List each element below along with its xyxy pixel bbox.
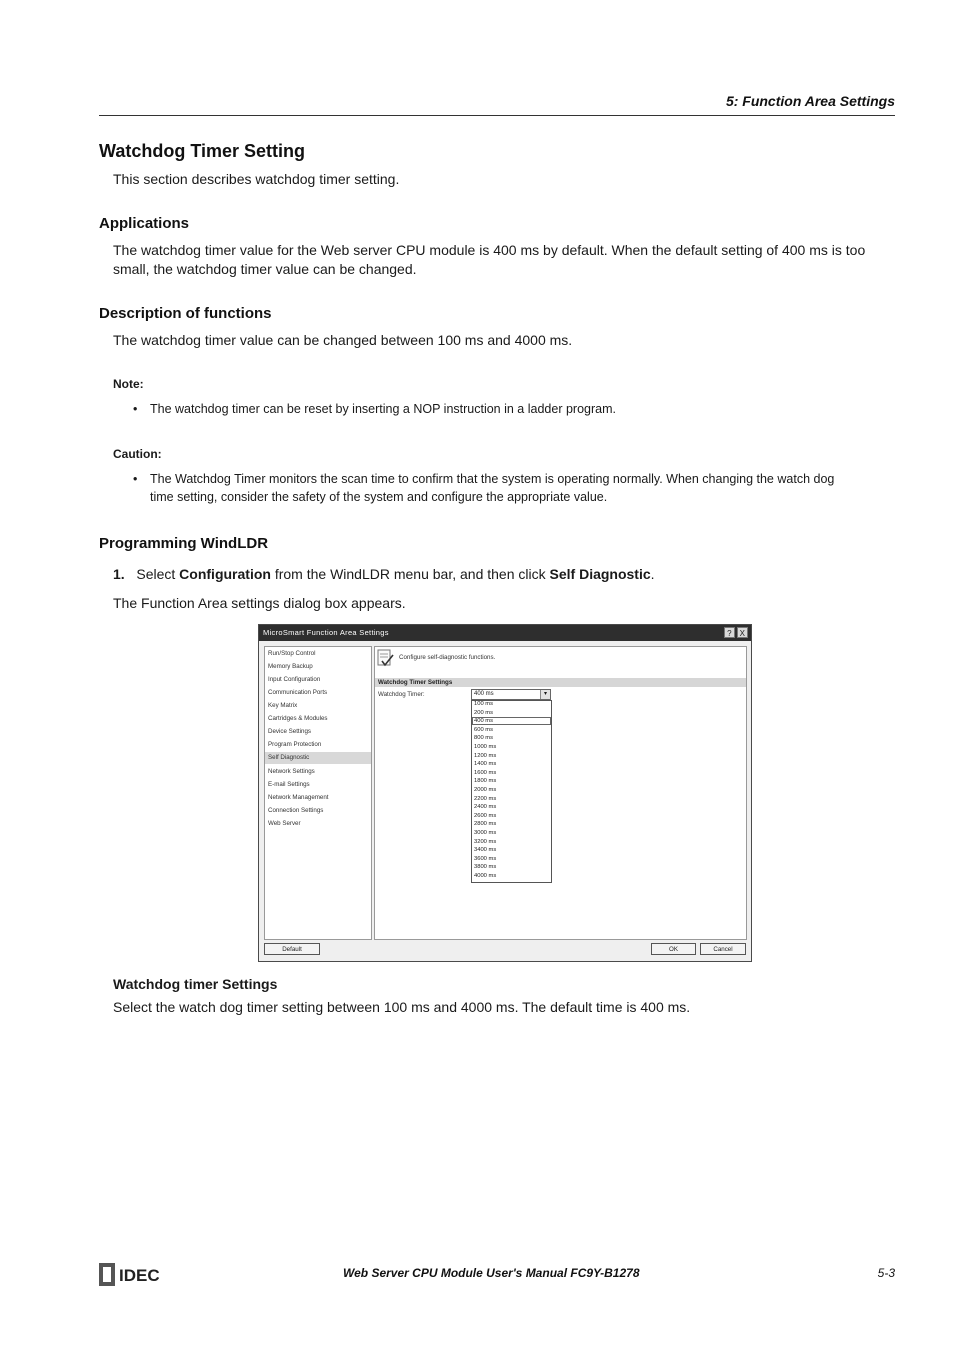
section-bar-title: Watchdog Timer Settings xyxy=(378,679,453,686)
option-4000[interactable]: 4000 ms xyxy=(474,873,497,879)
header-rule xyxy=(99,115,895,116)
nav-item-device-settings[interactable]: Device Settings xyxy=(268,728,311,735)
option-3600[interactable]: 3600 ms xyxy=(474,855,497,862)
note-bullet xyxy=(135,400,895,418)
nav-item-network-management[interactable]: Network Management xyxy=(268,794,329,801)
watchdog-timer-select[interactable] xyxy=(471,689,551,700)
caution-line2: time setting, consider the safety of the system and configure the appropriate value. xyxy=(150,490,608,504)
watchdog-timer-label: Watchdog Timer: xyxy=(378,691,425,698)
option-1400[interactable]: 1400 ms xyxy=(474,761,497,768)
caution-title: Caution: xyxy=(113,447,162,461)
nav-item-run-stop[interactable]: Run/Stop Control xyxy=(268,650,316,657)
checklist-icon xyxy=(377,649,394,668)
functions-heading: Description of functions xyxy=(99,305,272,322)
close-button[interactable]: X xyxy=(737,627,748,638)
chapter-header: 5: Function Area Settings xyxy=(725,93,895,109)
step-text-a: Select xyxy=(136,566,180,582)
caution-bullet xyxy=(135,470,895,506)
bullet-icon: • xyxy=(133,402,138,416)
applications-line1: The watchdog timer value for the Web server CPU module is 400 ms by default. When the default setting of 400 ms is too xyxy=(113,242,866,258)
step-1 xyxy=(113,565,655,584)
option-600[interactable]: 600 ms xyxy=(474,726,494,733)
option-800[interactable]: 800 ms xyxy=(474,735,494,742)
nav-item-email-settings[interactable]: E-mail Settings xyxy=(268,781,310,788)
functions-text: The watchdog timer value can be changed between 100 ms and 4000 ms. xyxy=(113,332,573,348)
ok-button[interactable]: OK xyxy=(651,943,696,955)
step-after: The Function Area settings dialog box appears. xyxy=(113,595,406,611)
page-number: 5-3 xyxy=(877,1266,895,1280)
cancel-button[interactable]: Cancel xyxy=(700,943,746,955)
watchdog-timer-value: 400 ms xyxy=(474,691,494,697)
option-2600[interactable]: 2600 ms xyxy=(474,812,497,819)
panel-description: Configure self-diagnostic functions. xyxy=(399,654,496,661)
option-3800[interactable]: 3800 ms xyxy=(474,864,497,871)
nav-list xyxy=(264,646,372,940)
caution-line1: The Watchdog Timer monitors the scan time to confirm that the system is operating normally. When changing the watch dog xyxy=(150,472,835,486)
programming-heading: Programming WindLDR xyxy=(99,535,269,552)
note-text: The watchdog timer can be reset by inserting a NOP instruction in a ladder program. xyxy=(150,402,616,416)
option-1800[interactable]: 1800 ms xyxy=(474,778,497,785)
applications-line2: small, the watchdog timer value can be changed. xyxy=(113,261,417,277)
bullet-icon: • xyxy=(133,472,138,486)
nav-item-self-diagnostic[interactable]: Self Diagnostic xyxy=(268,754,310,761)
option-1600[interactable]: 1600 ms xyxy=(474,769,497,776)
section-title: Watchdog Timer Setting xyxy=(99,141,306,161)
settings-heading: Watchdog timer Settings xyxy=(113,976,278,992)
note-title: Note: xyxy=(113,377,144,391)
step-text-e: . xyxy=(650,566,655,582)
step-menu-configuration: Configuration xyxy=(179,566,271,582)
option-2400[interactable]: 2400 ms xyxy=(474,804,497,811)
nav-item-connection-settings[interactable]: Connection Settings xyxy=(268,807,324,814)
nav-item-key-matrix[interactable]: Key Matrix xyxy=(268,702,298,709)
nav-item-network-settings[interactable]: Network Settings xyxy=(268,768,315,775)
default-button[interactable]: Default xyxy=(264,943,320,955)
nav-item-input-configuration[interactable]: Input Configuration xyxy=(268,676,321,683)
option-2000[interactable]: 2000 ms xyxy=(474,787,497,793)
option-2800[interactable]: 2800 ms xyxy=(474,821,497,828)
dialog-titlebar xyxy=(259,625,751,641)
option-200[interactable]: 200 ms xyxy=(474,709,494,716)
nav-item-program-protection[interactable]: Program Protection xyxy=(268,741,322,748)
option-400[interactable]: 400 ms xyxy=(474,718,494,725)
option-3200[interactable]: 3200 ms xyxy=(474,838,497,845)
step-number: 1. xyxy=(113,566,125,582)
section-bar xyxy=(375,678,746,687)
nav-item-memory-backup[interactable]: Memory Backup xyxy=(268,663,313,670)
option-2200[interactable]: 2200 ms xyxy=(474,795,497,802)
option-1200[interactable]: 1200 ms xyxy=(474,752,497,759)
option-3400[interactable]: 3400 ms xyxy=(474,847,497,854)
svg-text:IDEC: IDEC xyxy=(119,1266,160,1285)
nav-item-web-server[interactable]: Web Server xyxy=(268,820,301,827)
watchdog-timer-options xyxy=(471,700,552,883)
section-intro: This section describes watchdog timer setting. xyxy=(113,171,400,187)
option-3000[interactable]: 3000 ms xyxy=(474,830,497,836)
step-menu-self-diagnostic: Self Diagnostic xyxy=(549,566,651,582)
nav-item-communication-ports[interactable]: Communication Ports xyxy=(268,689,328,696)
settings-text: Select the watch dog timer setting between 100 ms and 4000 ms. The default time is 400 ms. xyxy=(113,999,691,1015)
step-text-c: from the WindLDR menu bar, and then click xyxy=(270,566,550,582)
nav-item-cartridges-modules[interactable]: Cartridges & Modules xyxy=(268,715,328,722)
applications-heading: Applications xyxy=(99,215,190,232)
idec-logo xyxy=(99,1263,171,1292)
settings-panel xyxy=(374,646,747,940)
chevron-down-icon[interactable]: ▾ xyxy=(540,690,550,699)
manual-title: Web Server CPU Module User's Manual FC9Y-B1278 xyxy=(343,1266,640,1280)
help-button[interactable]: ? xyxy=(724,627,735,638)
function-area-dialog xyxy=(258,624,752,962)
dialog-title: MicroSmart Function Area Settings xyxy=(263,628,389,637)
option-100[interactable]: 100 ms xyxy=(474,701,494,707)
option-1000[interactable]: 1000 ms xyxy=(474,744,497,750)
